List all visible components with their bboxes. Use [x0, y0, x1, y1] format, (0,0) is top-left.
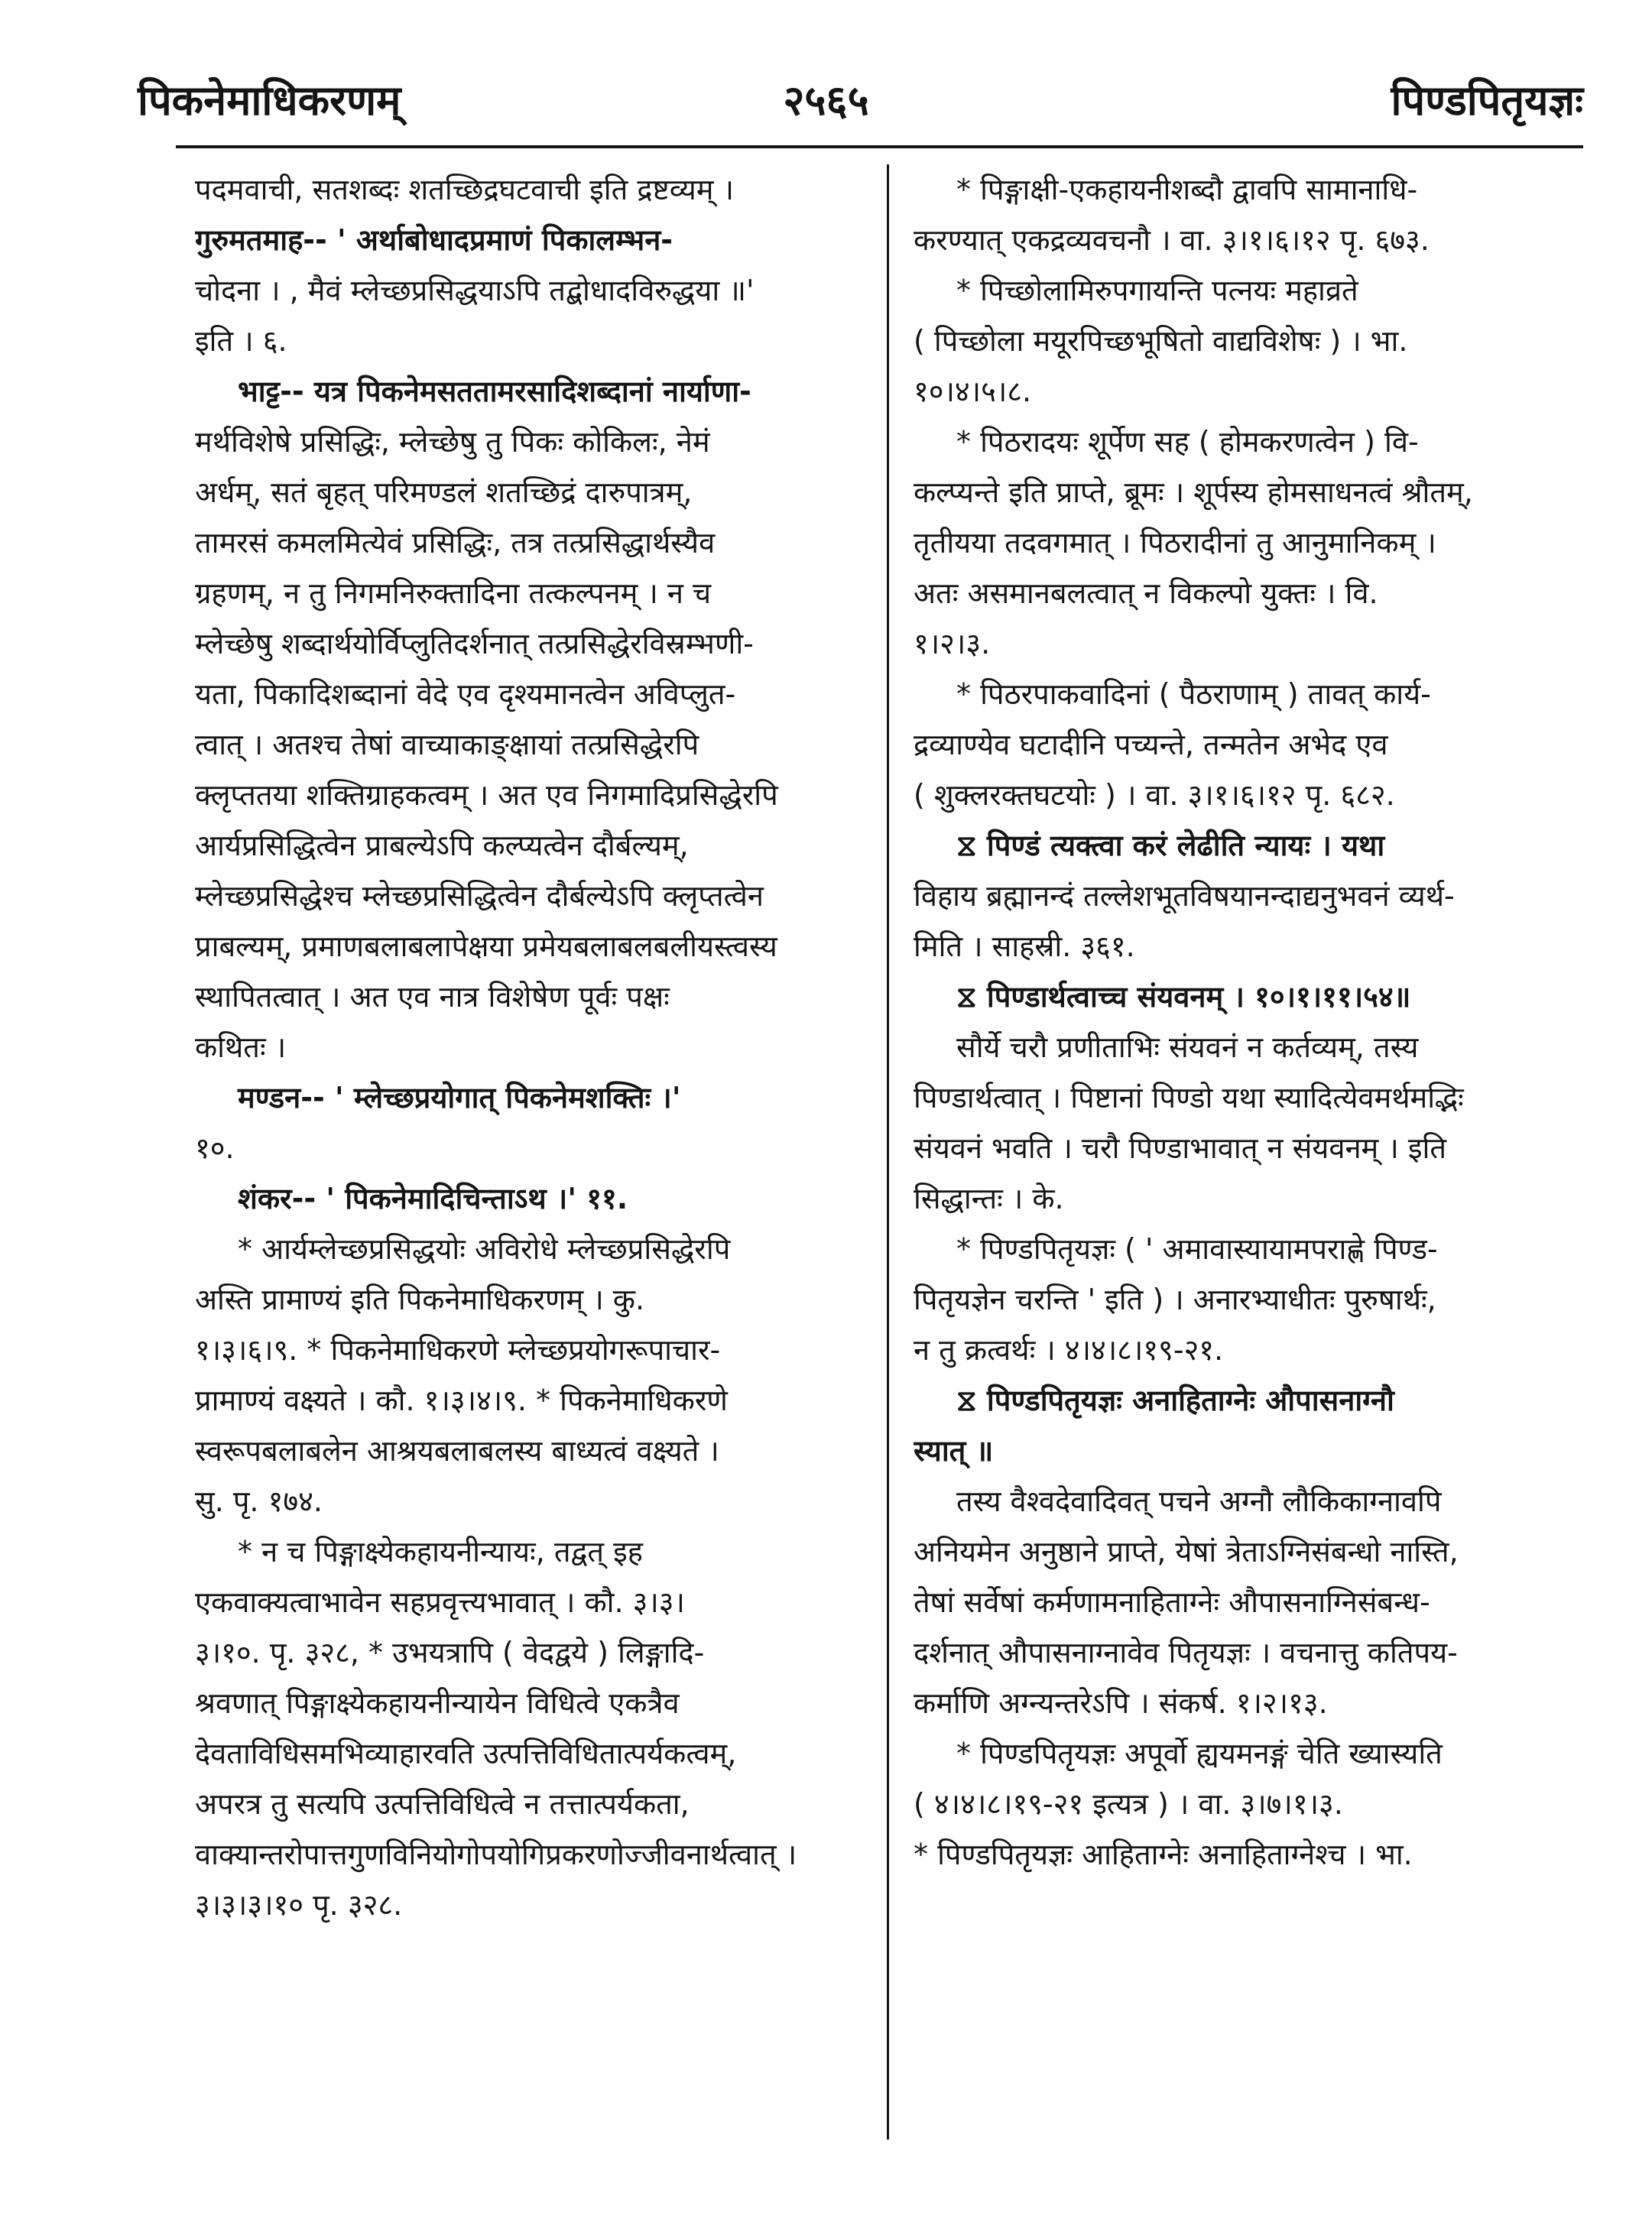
text-line: दर्शनात् औपासनाग्नावेव पितृयज्ञः । वचनात्तु कतिपय-: [914, 1636, 1458, 1669]
text-line: श्रवणात् पिङ्गाक्ष्येकहायनीन्यायेन विधित्वे एकत्रैव: [195, 1686, 680, 1720]
text-line: मण्डन-- ' म्लेच्छप्रयोगात् पिकनेमशक्तिः ।': [238, 1081, 681, 1114]
text-line: ⧖ पिण्डं त्यक्त्वा करं लेढीति न्यायः । यथा: [956, 829, 1385, 862]
text-line: सु. पृ. १७४.: [195, 1484, 323, 1518]
text-line: * आर्यम्लेच्छप्रसिद्धयोः अविरोधे म्लेच्छप्रसिद्धेरपि: [238, 1232, 731, 1266]
text-line: कर्माणि अग्न्यन्तरेऽपि । संकर्ष. १।२।१३.: [914, 1686, 1328, 1720]
column-divider: [887, 164, 889, 2140]
text-line: अतः असमानबलत्वात् न विकल्पो युक्तः । वि.: [914, 576, 1378, 610]
text-line: * पिच्छोलामिरुपगायन्ति पत्नयः महाव्रते: [956, 274, 1358, 307]
text-line: गुरुमतमाह-- ' अर्थाबोधादप्रमाणं पिकालम्भन-: [195, 223, 673, 257]
text-line: द्रव्याण्येव घटादीनि पच्यन्ते, तन्मतेन अभेद एव: [914, 728, 1388, 761]
text-line: तामरसं कमलमित्येवं प्रसिद्धिः, तत्र तत्प्रसिद्धार्थस्यैव: [195, 526, 716, 560]
text-line: न तु क्रत्वर्थः । ४।४।८।१९-२१.: [914, 1333, 1224, 1367]
text-line: चोदना । , मैवं म्लेच्छप्रसिद्धयाऽपि तद्बोधादविरुद्धया ॥': [195, 274, 755, 307]
text-line: ( ४।४।८।१९-२१ इत्यत्र ) । वा. ३।७।१।३.: [914, 1787, 1343, 1821]
text-line: भाट्ट-- यत्र पिकनेमसततामरसादिशब्दानां नार्याणा-: [238, 375, 751, 408]
header-right-title: पिण्डपितृयज्ञः: [1391, 76, 1583, 125]
text-line: ३।३।३।१० पृ. ३२८.: [195, 1888, 403, 1922]
text-line: * पिठरादयः शूर्पेण सह ( होमकरणत्वेन ) वि-: [956, 425, 1419, 459]
text-line: अपरत्र तु सत्यपि उत्पत्तिविधित्वे न तत्तात्पर्यकता,: [195, 1787, 690, 1821]
text-line: यता, पिकादिशब्दानां वेदे एव दृश्यमानत्वेन अविप्लुत-: [195, 677, 736, 711]
text-line: ( शुक्लरक्तघटयोः ) । वा. ३।१।६।१२ पृ. ६८२.: [914, 778, 1395, 812]
page-number: २५६५: [783, 76, 869, 125]
text-line: विहाय ब्रह्मानन्दं तल्लेशभूतविषयानन्दाद्यनुभवनं व्यर्थ-: [914, 879, 1455, 913]
text-line: सिद्धान्तः । के.: [914, 1182, 1064, 1215]
text-line: * पिङ्गाक्षी-एकहायनीशब्दौ द्वावपि सामानाधि-: [956, 173, 1418, 206]
text-line: पिण्डार्थत्वात् । पिष्टानां पिण्डो यथा स्यादित्येवमर्थमद्भिः: [914, 1081, 1464, 1114]
text-line: * पिण्डपितृयज्ञः ( ' अमावास्यायामपराह्णे पिण्ड-: [956, 1232, 1438, 1266]
text-line: पितृयज्ञेन चरन्ति ' इति ) । अनारभ्याधीतः पुरुषार्थः,: [914, 1283, 1436, 1316]
text-line: स्वरूपबलाबलेन आश्रयबलाबलस्य बाध्यत्वं वक्ष्यते ।: [195, 1434, 719, 1468]
text-line: मिति । साहस्री. ३६१.: [914, 930, 1135, 963]
text-line: क्लृप्ततया शक्तिग्राहकत्वम् । अत एव निगमादिप्रसिद्धेरपि: [195, 778, 778, 812]
text-line: शंकर-- ' पिकनेमादिचिन्ताऽथ ।' ११.: [238, 1182, 628, 1215]
left-column: [195, 164, 860, 1930]
text-line: अर्धम्, सतं बृहत् परिमण्डलं शतच्छिद्रं दारुपात्रम्,: [195, 475, 693, 509]
header-left-title: पिकनेमाधिकरणम्: [138, 76, 401, 125]
text-line: ⧖ पिण्डार्थत्वाच्च संयवनम् । १०।१।११।५४॥: [956, 980, 1411, 1014]
text-line: ग्रहणम्, न तु निगमनिरुक्तादिना तत्कल्पनम् । न च: [195, 576, 712, 610]
text-line: आर्यप्रसिद्धित्वेन प्राबल्येऽपि कल्प्यत्वेन दौर्बल्यम्,: [195, 829, 689, 862]
text-line: प्राबल्यम्, प्रमाणबलाबलापेक्षया प्रमेयबलाबलबलीयस्त्वस्य: [195, 930, 777, 963]
text-line: * पिण्डपितृयज्ञः आहिताग्नेः अनाहिताग्नेश्च । भा.: [914, 1838, 1413, 1871]
text-line: करण्यात् एकद्रव्यवचनौ । वा. ३।१।६।१२ पृ. ६७३.: [914, 223, 1430, 257]
text-line: पदमवाची, सतशब्दः शतच्छिद्रघटवाची इति द्रष्टव्यम् ।: [195, 173, 734, 206]
text-line: इति । ६.: [195, 324, 287, 358]
text-line: अस्ति प्रामाण्यं इति पिकनेमाधिकरणम् । कु.: [195, 1283, 645, 1316]
text-line: * न च पिङ्गाक्ष्येकहायनीन्यायः, तद्वत् इह: [238, 1535, 643, 1569]
text-line: त्वात् । अतश्च तेषां वाच्याकाङ्क्षायां तत्प्रसिद्धेरपि: [195, 728, 699, 761]
text-line: * पिठरपाकवादिनां ( पैठराणाम् ) तावत् कार्य-: [956, 677, 1431, 711]
text-line: कल्प्यन्ते इति प्राप्ते, ब्रूमः । शूर्पस्य होमसाधनत्वं श्रौतम्,: [914, 475, 1473, 509]
text-line: १०।४।५।८.: [914, 375, 1032, 408]
text-line: १०.: [195, 1131, 235, 1165]
text-line: संयवनं भवति । चरौ पिण्डाभावात् न संयवनम् । इति: [914, 1131, 1446, 1165]
text-line: ३।१०. पृ. ३२८, * उभयत्रापि ( वेदद्वये ) लिङ्गादि-: [195, 1636, 705, 1669]
text-line: प्रामाण्यं वक्ष्यते । कौ. १।३।४।९. * पिकनेमाधिकरणे: [195, 1384, 728, 1417]
right-column: [914, 164, 1586, 1880]
text-line: १।३।६।९. * पिकनेमाधिकरणे म्लेच्छप्रयोगरूपाचार-: [195, 1333, 721, 1367]
text-line: ⧖ पिण्डपितृयज्ञः अनाहिताग्नेः औपासनाग्नौ: [956, 1384, 1394, 1417]
text-line: देवताविधिसमभिव्याहारवति उत्पत्तिविधितात्पर्यकत्वम्,: [195, 1737, 737, 1770]
text-line: म्लेच्छप्रसिद्धेश्च म्लेच्छप्रसिद्धित्वेन दौर्बल्येऽपि क्लृप्तत्वेन: [195, 879, 764, 913]
text-line: मर्थविशेषे प्रसिद्धिः, म्लेच्छेषु तु पिकः कोकिलः, नेमं: [195, 425, 710, 459]
text-line: वाक्यान्तरोपात्तगुणविनियोगोपयोगिप्रकरणोज्जीवनार्थत्वात् ।: [195, 1838, 797, 1871]
text-line: * पिण्डपितृयज्ञः अपूर्वो ह्ययमनङ्गं चेति ख्यास्यति: [956, 1737, 1443, 1770]
text-line: तस्य वैश्वदेवादिवत् पचने अग्नौ लौकिकाग्नावपि: [956, 1484, 1442, 1518]
text-line: म्लेच्छेषु शब्दार्थयोर्विप्लुतिदर्शनात् तत्प्रसिद्धेरविस्रम्भणी-: [195, 627, 754, 660]
text-line: कथितः ।: [195, 1030, 287, 1064]
text-line: एकवाक्यत्वाभावेन सहप्रवृत्त्यभावात् । कौ. ३।३।: [195, 1585, 685, 1619]
text-line: अनियमेन अनुष्ठाने प्राप्ते, येषां त्रेताऽग्निसंबन्धो नास्ति,: [914, 1535, 1459, 1569]
text-line: सौर्ये चरौ प्रणीताभिः संयवनं न कर्तव्यम्, तस्य: [956, 1030, 1419, 1064]
text-line: स्यात् ॥: [914, 1434, 994, 1468]
text-line: तेषां सर्वेषां कर्मणामनाहिताग्नेः औपासनाग्निसंबन्ध-: [914, 1585, 1430, 1619]
header-rule: [176, 145, 1583, 148]
text-line: १।२।३.: [914, 627, 991, 660]
text-line: तृतीयया तदवगमात् । पिठरादीनां तु आनुमानिकम् ।: [914, 526, 1436, 560]
text-line: स्थापितत्वात् । अत एव नात्र विशेषेण पूर्वः पक्षः: [195, 980, 670, 1014]
text-line: ( पिच्छोला मयूरपिच्छभूषितो वाद्यविशेषः ) । भा.: [914, 324, 1408, 358]
